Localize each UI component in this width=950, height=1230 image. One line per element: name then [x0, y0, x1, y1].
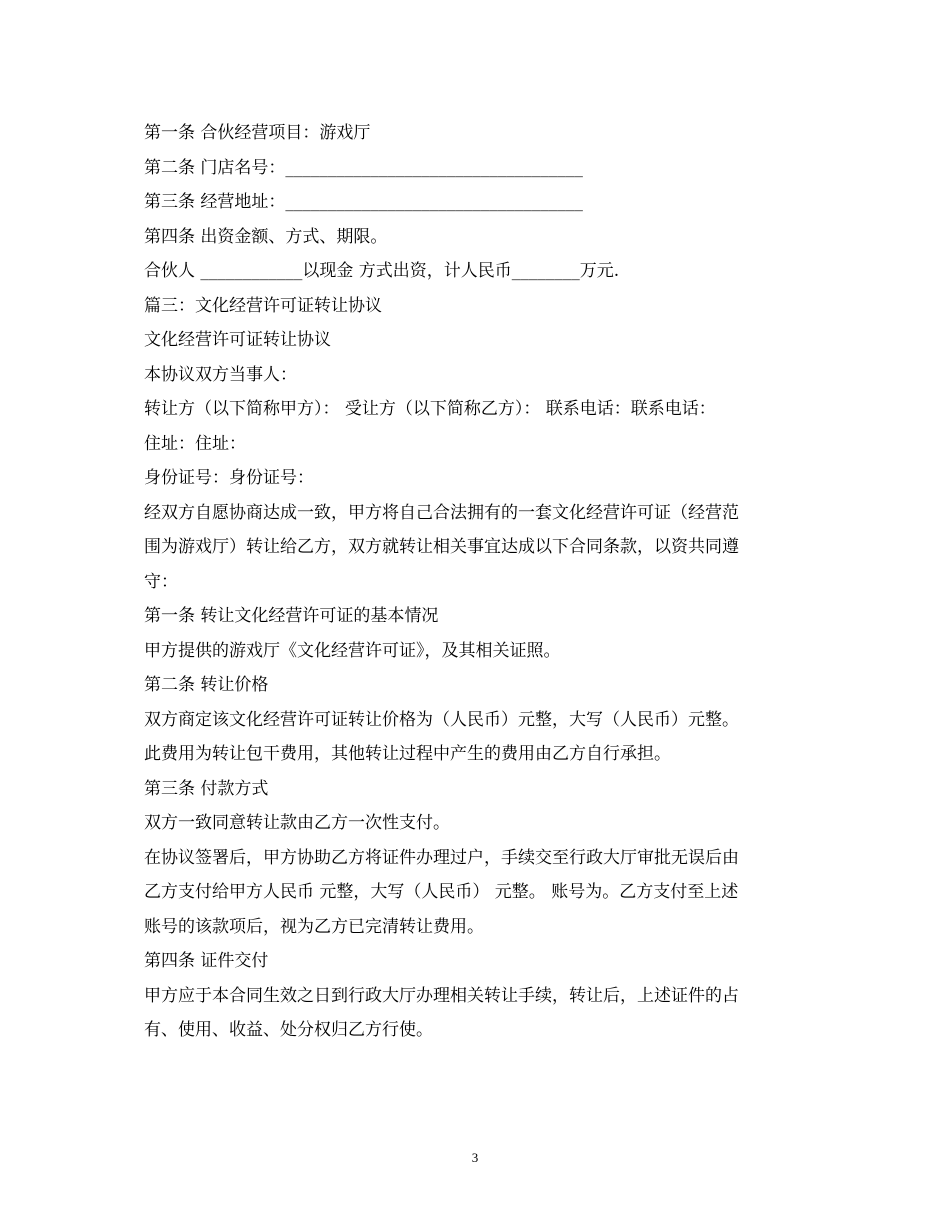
text-line: 第三条 经营地址：___________________________________: [144, 192, 583, 212]
text-line: 双方商定该文化经营许可证转让价格为（人民币）元整，大写（人民币）元整。: [144, 709, 739, 730]
text-line: 在协议签署后，甲方协助乙方将证件办理过户，手续交至行政大厅审批无误后由: [144, 847, 739, 868]
text-line: 经双方自愿协商达成一致，甲方将自己合法拥有的一套文化经营许可证（经营范: [144, 502, 739, 523]
text-line: 本协议双方当事人：: [144, 364, 297, 385]
document-title: 文化经营许可证转让协议: [144, 330, 331, 350]
clause-heading: 第四条 证件交付: [144, 951, 269, 971]
text-line: 有、使用、收益、处分权归乙方行使。: [144, 1020, 433, 1040]
text-line: 乙方支付给甲方人民币 元整，大写（人民币） 元整。 账号为。乙方支付至上述: [144, 882, 739, 902]
text-line: 第四条 出资金额、方式、期限。: [144, 226, 388, 247]
text-line: 甲方应于本合同生效之日到行政大厅办理相关转让手续，转让后，上述证件的占: [144, 985, 739, 1006]
text-line: 围为游戏厅）转让给乙方，双方就转让相关事宜达成以下合同条款，以资共同遵: [144, 537, 739, 557]
clause-heading: 第一条 转让文化经营许可证的基本情况: [144, 606, 439, 626]
text-line: 第二条 门店名号：___________________________________: [144, 157, 583, 178]
text-line: 第一条 合伙经营项目：游戏厅: [144, 123, 371, 143]
text-line: 甲方提供的游戏厅《文化经营许可证》，及其相关证照。: [144, 640, 561, 661]
text-line: 此费用为转让包干费用，其他转让过程中产生的费用由乙方自行承担。: [144, 744, 671, 764]
clause-heading: 第三条 付款方式: [144, 778, 269, 799]
text-line: 住址：住址：: [144, 433, 246, 454]
text-line: 身份证号：身份证号：: [144, 468, 314, 488]
document-body: [144, 116, 804, 1048]
text-line: 双方一致同意转让款由乙方一次性支付。: [144, 813, 450, 833]
text-line: 账号的该款项后，视为乙方已完清转让费用。: [144, 916, 484, 937]
text-line: 转让方（以下简称甲方）： 受让方（以下简称乙方）： 联系电话：联系电话：: [144, 399, 716, 419]
section-title: 篇三：文化经营许可证转让协议: [144, 295, 382, 316]
clause-heading: 第二条 转让价格: [144, 675, 269, 695]
page-number: 3: [471, 1150, 479, 1165]
text-line: 守：: [144, 571, 178, 592]
text-line: 合伙人 ____________以现金 方式出资，计人民币________万元.: [144, 261, 620, 281]
